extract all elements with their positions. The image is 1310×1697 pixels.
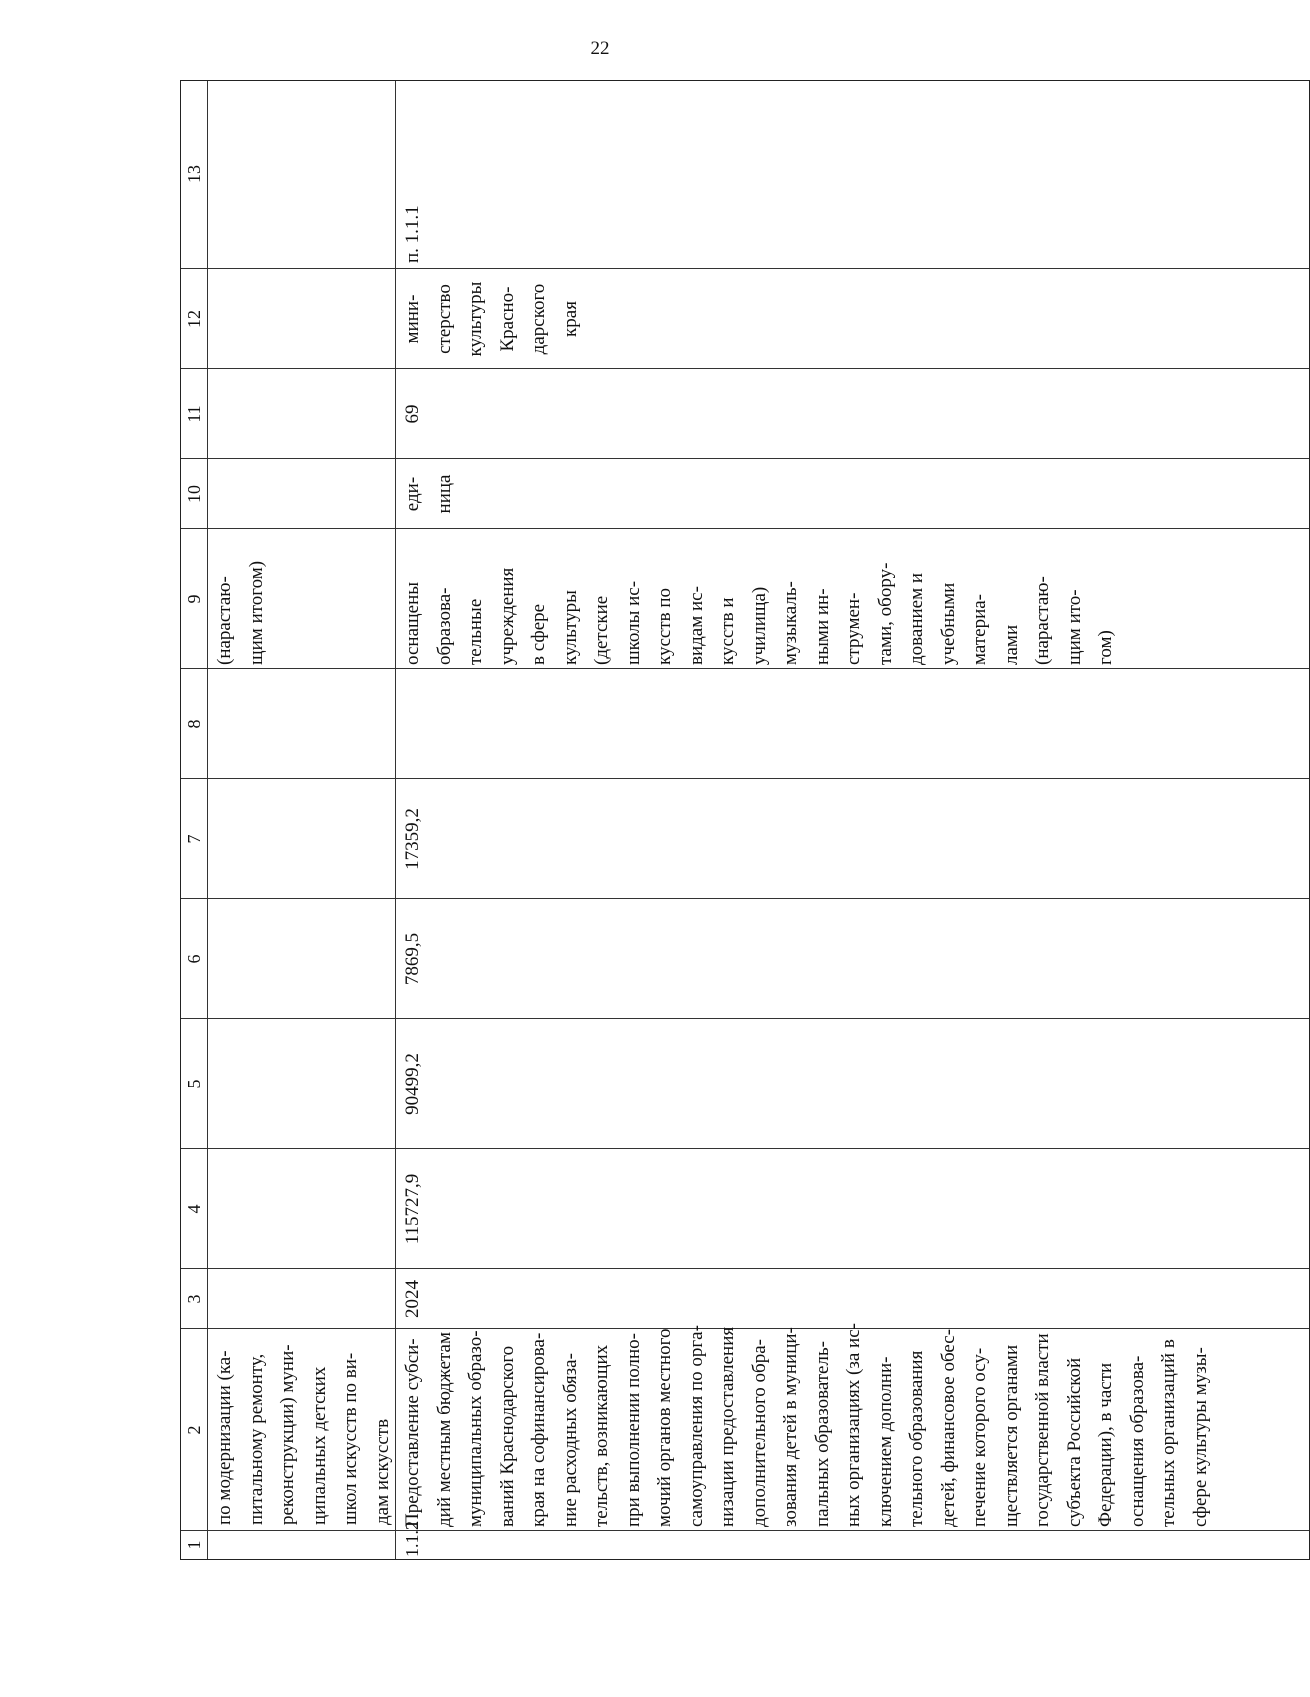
row-indicator-line: учебными [937, 582, 959, 665]
row-description-line: пальных образователь- [811, 1341, 833, 1527]
row-description-line: зования детей в муници- [780, 1327, 801, 1527]
row-col7: 17359,2 [402, 808, 423, 870]
header-col-13: 13 [184, 165, 204, 183]
rotated-table-wrapper [180, 80, 1310, 1560]
header-col-11: 11 [184, 405, 204, 423]
header-col-12: 12 [184, 310, 204, 328]
col-divider [181, 528, 1309, 529]
cont-description [209, 1331, 398, 1525]
row-executor-line: дарского [528, 283, 549, 355]
row-indicator-line: щим ито- [1063, 589, 1085, 665]
cont-description-line: по модернизации (ка- [214, 1350, 235, 1525]
row-indicator-line: образова- [433, 587, 455, 665]
header-col-3: 3 [184, 1294, 204, 1304]
row-description-line: субъекта Российской [1063, 1357, 1085, 1527]
header-col-6: 6 [184, 954, 204, 964]
row-executor-line: культуры [465, 281, 486, 357]
row-id: 1.1.2 [402, 1521, 422, 1557]
header-col-1: 1 [184, 1540, 204, 1550]
row-executor-line: края [559, 301, 581, 337]
row-col6: 7869,5 [402, 932, 423, 986]
header-col-8: 8 [184, 719, 204, 729]
row-indicator-line: школы ис- [622, 580, 644, 665]
col-divider [181, 1268, 1309, 1269]
row-indicator-line: музыкаль- [780, 581, 801, 665]
col-divider [181, 458, 1309, 459]
row-description-line: детей, финансовое обес- [937, 1328, 959, 1527]
header-divider [207, 81, 208, 1559]
row-description-line: муниципальных образо- [465, 1330, 486, 1527]
row-description-line: низации предоставления [717, 1326, 738, 1527]
row-description-line: печение которого осу- [969, 1347, 990, 1527]
cont-description-line: питальному ремонту, [245, 1353, 267, 1525]
row-indicator-line: гом) [1095, 630, 1116, 665]
row-indicator-line: кусств и [717, 597, 738, 665]
row-indicator-line: ными ин- [811, 588, 833, 665]
row-description-line: Федерации), в части [1095, 1362, 1116, 1527]
row-unit-line: ница [433, 474, 455, 514]
row-description-line: при выполнении полно- [622, 1333, 644, 1527]
row-executor-line: мини- [402, 294, 423, 344]
row-indicator-line: струмен- [843, 592, 864, 665]
cont-description-line: школ искусств по ви- [340, 1352, 361, 1525]
col-divider [181, 1328, 1309, 1329]
row-description-line: ключением дополни- [874, 1356, 896, 1527]
row-indicator-line: культуры [559, 590, 581, 665]
row-indicator-line: тельные [465, 598, 486, 665]
row-indicator-line: дованием и [906, 572, 927, 665]
row-description-line: сфере культуры музы- [1189, 1347, 1211, 1527]
cont-description-line: ципальных детских [308, 1366, 330, 1525]
header-col-5: 5 [184, 1079, 204, 1089]
row-description-line: дий местным бюджетам [433, 1332, 455, 1527]
col-divider [181, 368, 1309, 369]
col-divider [181, 268, 1309, 269]
row-indicator-line: учреждения [496, 567, 518, 665]
col-divider [181, 898, 1309, 899]
row-col5: 90499,2 [402, 1053, 423, 1115]
row-indicator-line: (детские [591, 595, 612, 665]
cont-description-line: дам искусств [371, 1418, 393, 1525]
row-indicator-line: училища) [748, 586, 770, 665]
row-description-line: ществляется органами [1000, 1344, 1022, 1527]
row-description-line: тельств, возникающих [591, 1344, 612, 1527]
header-col-9: 9 [184, 594, 204, 604]
row-year: 2024 [402, 1280, 423, 1318]
col-divider [181, 1148, 1309, 1149]
cont-indicator [209, 531, 272, 665]
row-indicator-line: оснащены [402, 581, 423, 665]
header-col-7: 7 [184, 834, 204, 844]
row-description [397, 1323, 1216, 1527]
row-executor [397, 269, 586, 369]
row-description-line: дополнительного обра- [748, 1339, 770, 1527]
header-col-10: 10 [184, 485, 204, 503]
col-divider [181, 778, 1309, 779]
row-unit-line: еди- [402, 476, 423, 512]
row-indicator-line: (нарастаю- [1032, 576, 1053, 665]
row-reference: п. 1.1.1 [402, 205, 423, 263]
row-indicator-line: в сфере [528, 603, 549, 665]
row-indicator-line: кусств по [654, 587, 675, 665]
row-description-line: края на софинансирова- [528, 1332, 549, 1527]
header-col-2: 2 [184, 1425, 204, 1435]
row-total: 115727,9 [402, 1173, 423, 1245]
row-unit [397, 459, 460, 529]
page-number: 22 [590, 38, 610, 59]
row-indicator-line: материа- [969, 594, 990, 665]
program-table [180, 80, 1310, 1560]
col-divider [181, 1530, 1309, 1531]
row-description-line: Предоставление субси- [402, 1338, 423, 1527]
row-description-line: мочий органов местного [654, 1328, 675, 1527]
col-divider [181, 1018, 1309, 1019]
cont-indicator-line: (нарастаю- [214, 576, 235, 665]
row-indicator-line: лами [1000, 624, 1022, 665]
row-description-line: самоуправления по орга- [685, 1325, 707, 1527]
row-indicator-line: тами, обору- [874, 562, 896, 665]
row-executor-line: Красно- [496, 286, 518, 352]
header-col-4: 4 [184, 1204, 204, 1214]
row-indicator-line: видам ис- [685, 586, 707, 665]
row-executor-line: стерство [433, 284, 455, 354]
row-description-line: тельного образования [906, 1350, 927, 1527]
cont-description-line: реконструкции) муни- [277, 1344, 298, 1525]
col-divider [181, 668, 1309, 669]
row-description-line: оснащения образова- [1126, 1355, 1148, 1527]
row-description-line: тельных организаций в [1158, 1339, 1179, 1527]
cont-indicator-line: щим итогом) [245, 560, 267, 665]
row-description-line: государственной власти [1032, 1333, 1053, 1527]
row-indicator [397, 530, 1122, 665]
row-description-line: ние расходных обяза- [559, 1353, 581, 1527]
row-description-line: ных организациях (за ис- [843, 1323, 864, 1527]
row-value: 69 [402, 404, 423, 424]
row-description-line: ваний Краснодарского [496, 1345, 518, 1527]
